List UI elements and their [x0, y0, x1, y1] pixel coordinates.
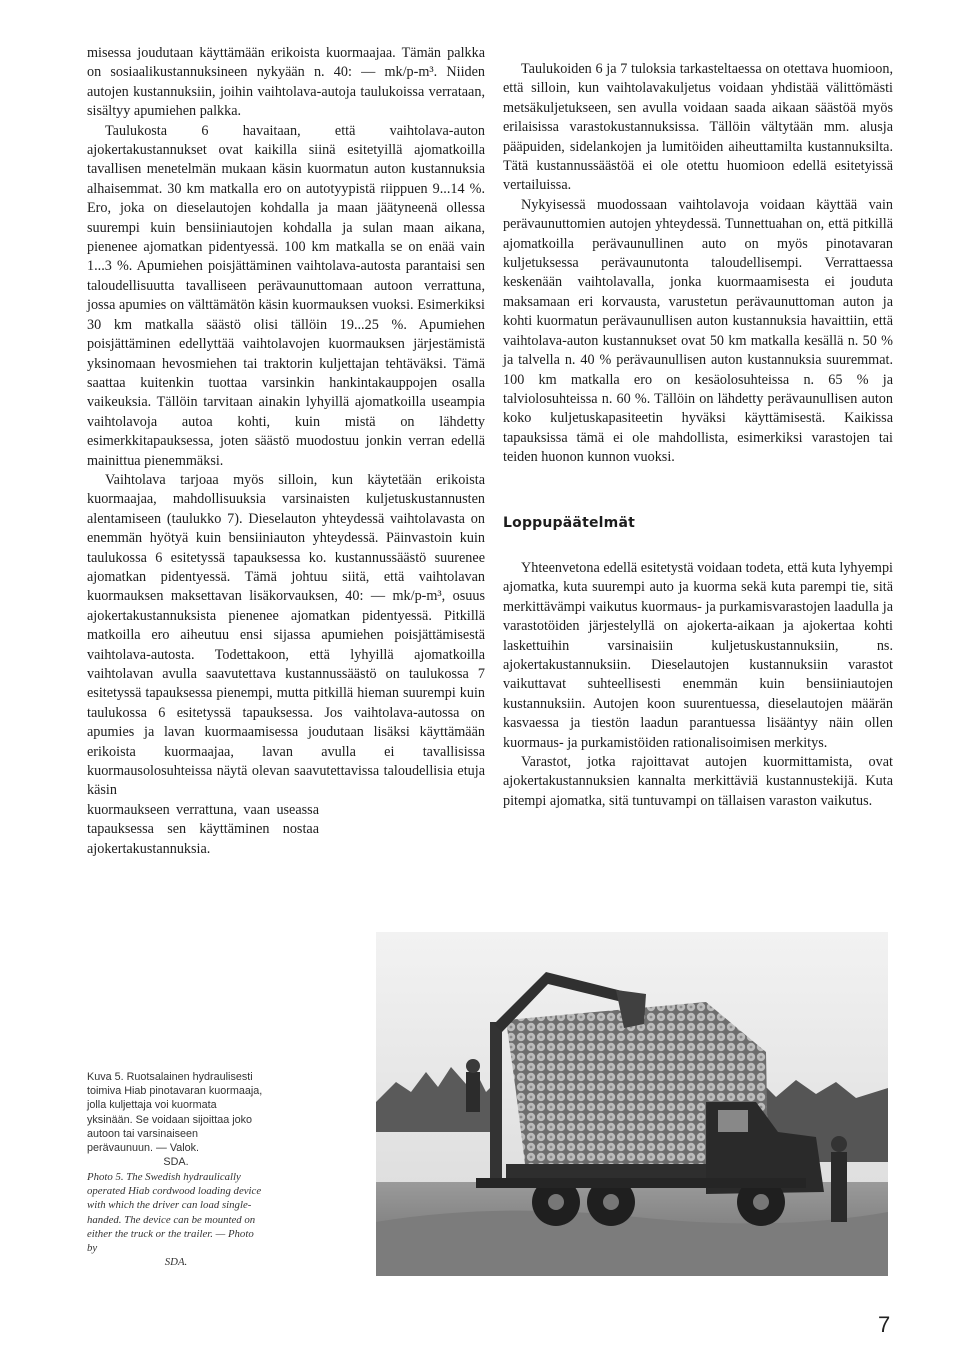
caption-english-text: Photo 5. The Swedish hydraulically operated Hiab cordwood loading device with which the driver can load single-handed. The device can be mounted on either the truck or the trailer. — Photo by	[87, 1171, 262, 1255]
photo-caption-finnish	[87, 1070, 265, 1169]
conclusion-paragraph-2: Varastot, jotka rajoittavat autojen kuormittamista, ovat ajokertakustannuksien kannalta merkittäviä kustannustekijä. Kuta pitempi ajomatka, sitä tuntuvampi on tällaisen varaston vaikutus.	[503, 754, 893, 809]
photo-caption-english	[87, 1170, 265, 1269]
caption-finnish-text: Kuva 5. Ruotsalainen hydraulisesti toimiva Hiab pinotavaran kuormaaja, jolla kuljettaja voi kuormata yksinään. Se voidaan sijoittaa joko autoon tai varsinaiseen perävaunuun. — Valok.	[87, 1071, 263, 1155]
left-paragraph-3: Vaihtolava tarjoaa myös silloin, kun käytetään erikoista kuormaajaa, mahdollisuuksia varsinaisten kuljetuskustannusten alentamiseen (taulukko 7). Dieselauton yhteydessä vaihtolavasta on enemmän hyötyä kuin bensiiniauton yhteydessä. Päinvastoin kuin taulukossa 6 esitetyssä tapauksessa ko. kustannussäästö suurenee ajomatkan pidentyessä. Tämä johtuu siitä, että vaihtolavan kuormauksen maksettavan lisäkorvauksen, 40: — mk/p-m³, osuus ajokertakustannuksista pienenee ajomatkan pidentyessä. Pitkillä matkoilla ero aiheutuu ensi sijassa apumiehen poisjättämisestä vaihtolava-autosta. Todettakoon, että lyhyillä ajomatkoilla vaihtolavan avulla saavutettava kustannussäästö on taulukossa 7 esitetyssä tapauksessa pienempi, mutta pitkillä hieman suurempi kuin taulukossa 6 esitetyssä tapauksessa. Jos vaihtolava-autossa on apumies ja lavan kuormaamisessa joudutaan lisäksi käyttämään erikoista kuormaajaa, lavan avulla ei tavallisissa kuormausolosuhteissa näytä olevan saavutettavissa taloudellisia etuja käsin	[87, 471, 485, 799]
left-column	[87, 44, 485, 859]
right-paragraph-1: Taulukoiden 6 ja 7 tuloksia tarkasteltaessa on otettava huomioon, että silloin, kun vaihtolavakuljetus voidaan yhdistää välittömästi metsäkuljetukseen, sen avulla voidaan saada aikaan säästöä myös erilaisissa varastokustannuksissa. Tällöin vältytään mm. alusja pääpuiden, sidelankojen ja lumitöiden aiheuttamilta kustannuksilta. Tätä kustannussäästöä ei ole otettu huomioon edellä esitetyissä vertailuissa.	[503, 61, 893, 194]
section-heading: Loppupäätelmät	[503, 514, 635, 531]
photo-bystander-head	[831, 1136, 847, 1152]
photo-chassis	[476, 1178, 806, 1188]
caption-english-credit: SDA.	[164, 1256, 188, 1269]
left-paragraph-1: misessa joudutaan käyttämään erikoista kuormaajaa. Tämän palkka on sosiaalikustannuksineen nykyään n. 40: — mk/p-m³. Niiden autojen kustannuksiin, joihin vaihtolava-autoja taulukoissa verrataan, sisältyy apumiehen palkka.	[87, 45, 485, 120]
photo-crane-post	[490, 1022, 502, 1182]
truck-loader-photo	[376, 932, 888, 1276]
right-paragraph-2: Nykyisessä muodossaan vaihtolavoja voidaan käyttää vain perävaunuttomien autojen yhteydessä. Tunnettuahan on, että pitkillä ajomatkoilla perävaunullinen auto on myös pinotavaran kuljetuksessa perävaunutonta taloudellisempi. Verrattaessa keskenään vaihtolavalla, jonka kuormaamisesta ei jouduta maksamaan eri korvausta, varustetun perävaunuttoman auton ja kohti kuormatun perävaunullisen auton kustannuksia havaittiin, että vaihtolava-auton kustannukset ovat 50 km matkalla kesällä n. 50 % ja talvella n. 40 % perävaunullisen auton kustannuksia suuremmat. 100 km matkalla ero on kesäolosuhteissa n. 65 % ja talviolosuhteissa n. 60 %. Tällöin on lähdetty perävaunullisen auton koko kuljetuskapasiteetin hyväksi käyttämisestä. Kaikissa tapauksissa tämä ei ole mahdollista, esimerkiksi varastojen tai teiden huonon kunnon vuoksi.	[503, 196, 893, 466]
photo-operator-head	[466, 1059, 480, 1073]
left-paragraph-tail: kuormaukseen verrattuna, vaan useassa tapauksessa sen käyttäminen nostaa ajokertakustannuksia.	[87, 801, 319, 857]
photo-operator	[466, 1072, 480, 1112]
conclusion-paragraph-1: Yhteenvetona edellä esitetystä voidaan todeta, että kuta lyhyempi ajomatka, kuta suurempi auto ja kuorma sekä kuta parempi tie, sitä merkittävämpi vaikutus kuormaus- ja purkamisvarastojen laadulla ja varastotöiden järjestelyllä on ajokerta-aikaan ja ajokertaa kohti laskettuihin varsinaisiin kuljetuskustannuksiin, ns. ajokertakustannuksiin. Dieselautojen kustannuksiin varastot vaikuttavat suhteellisesti enemmän kuin bensiiniautojen kustannuksiin. Autojen koon suurentuessa, dieselautojen määrän kasvaessa ja tiestön laadun parantuessa lisääntyy näin ollen kuormaus- ja purkamistöiden rationalisoimisen merkitys.	[503, 559, 893, 751]
photo-bystander	[831, 1152, 847, 1222]
photo-cab-window	[718, 1110, 748, 1132]
page-number: 7	[878, 1312, 891, 1337]
right-column	[503, 60, 893, 811]
caption-finnish-credit: SDA.	[163, 1156, 189, 1169]
left-paragraph-2: Taulukosta 6 havaitaan, että vaihtolava-auton ajokertakustannukset ovat kaikilla siinä esitetyillä ajomatkoilla tavallisen menetelmän mukaan käsin kuormatun auton kustannuksia alhaisemmat. 30 km matkalla ero on autotyypistä riippuen 9...14 %. Ero, joka on dieselautojen kohdalla ja maan jäätyneenä ollessa suurempi kuin bensiiniautojen kohdalla ja sulan maan aikana, pienenee ajomatkan pidentyessä. 100 km matkalla se on enää vain 1...3 %. Apumiehen poisjättäminen vaihtolava-autosta parantaisi sen taloudellisuutta tavalliseen perävaunuttomaan autoon verrattuna, jossa apumies on välttämätön käsin kuormauksen vuoksi. Esimerkiksi 30 km matkalla säästö olisi tällöin 19...25 %. Apumiehen poisjättäminen edellyttää vaihtolavojen kuormauksen järjestämistä yksinomaan hevosmiehen tai traktorin kuljettajan tehtäväksi. Tämä saattaa kuitenkin tuottaa varsinkin hankintakauppojen osalla vaikeuksia. Tällöin tarvitaan ainakin lyhyillä ajomatkoilla useampia vaihtolavoja autoa kohti, kuin mistä on lähdetty esimerkkitapauksessa, joten säästö muodostuu jonkin verran edellä mainittua pienemmäksi.	[87, 122, 485, 469]
